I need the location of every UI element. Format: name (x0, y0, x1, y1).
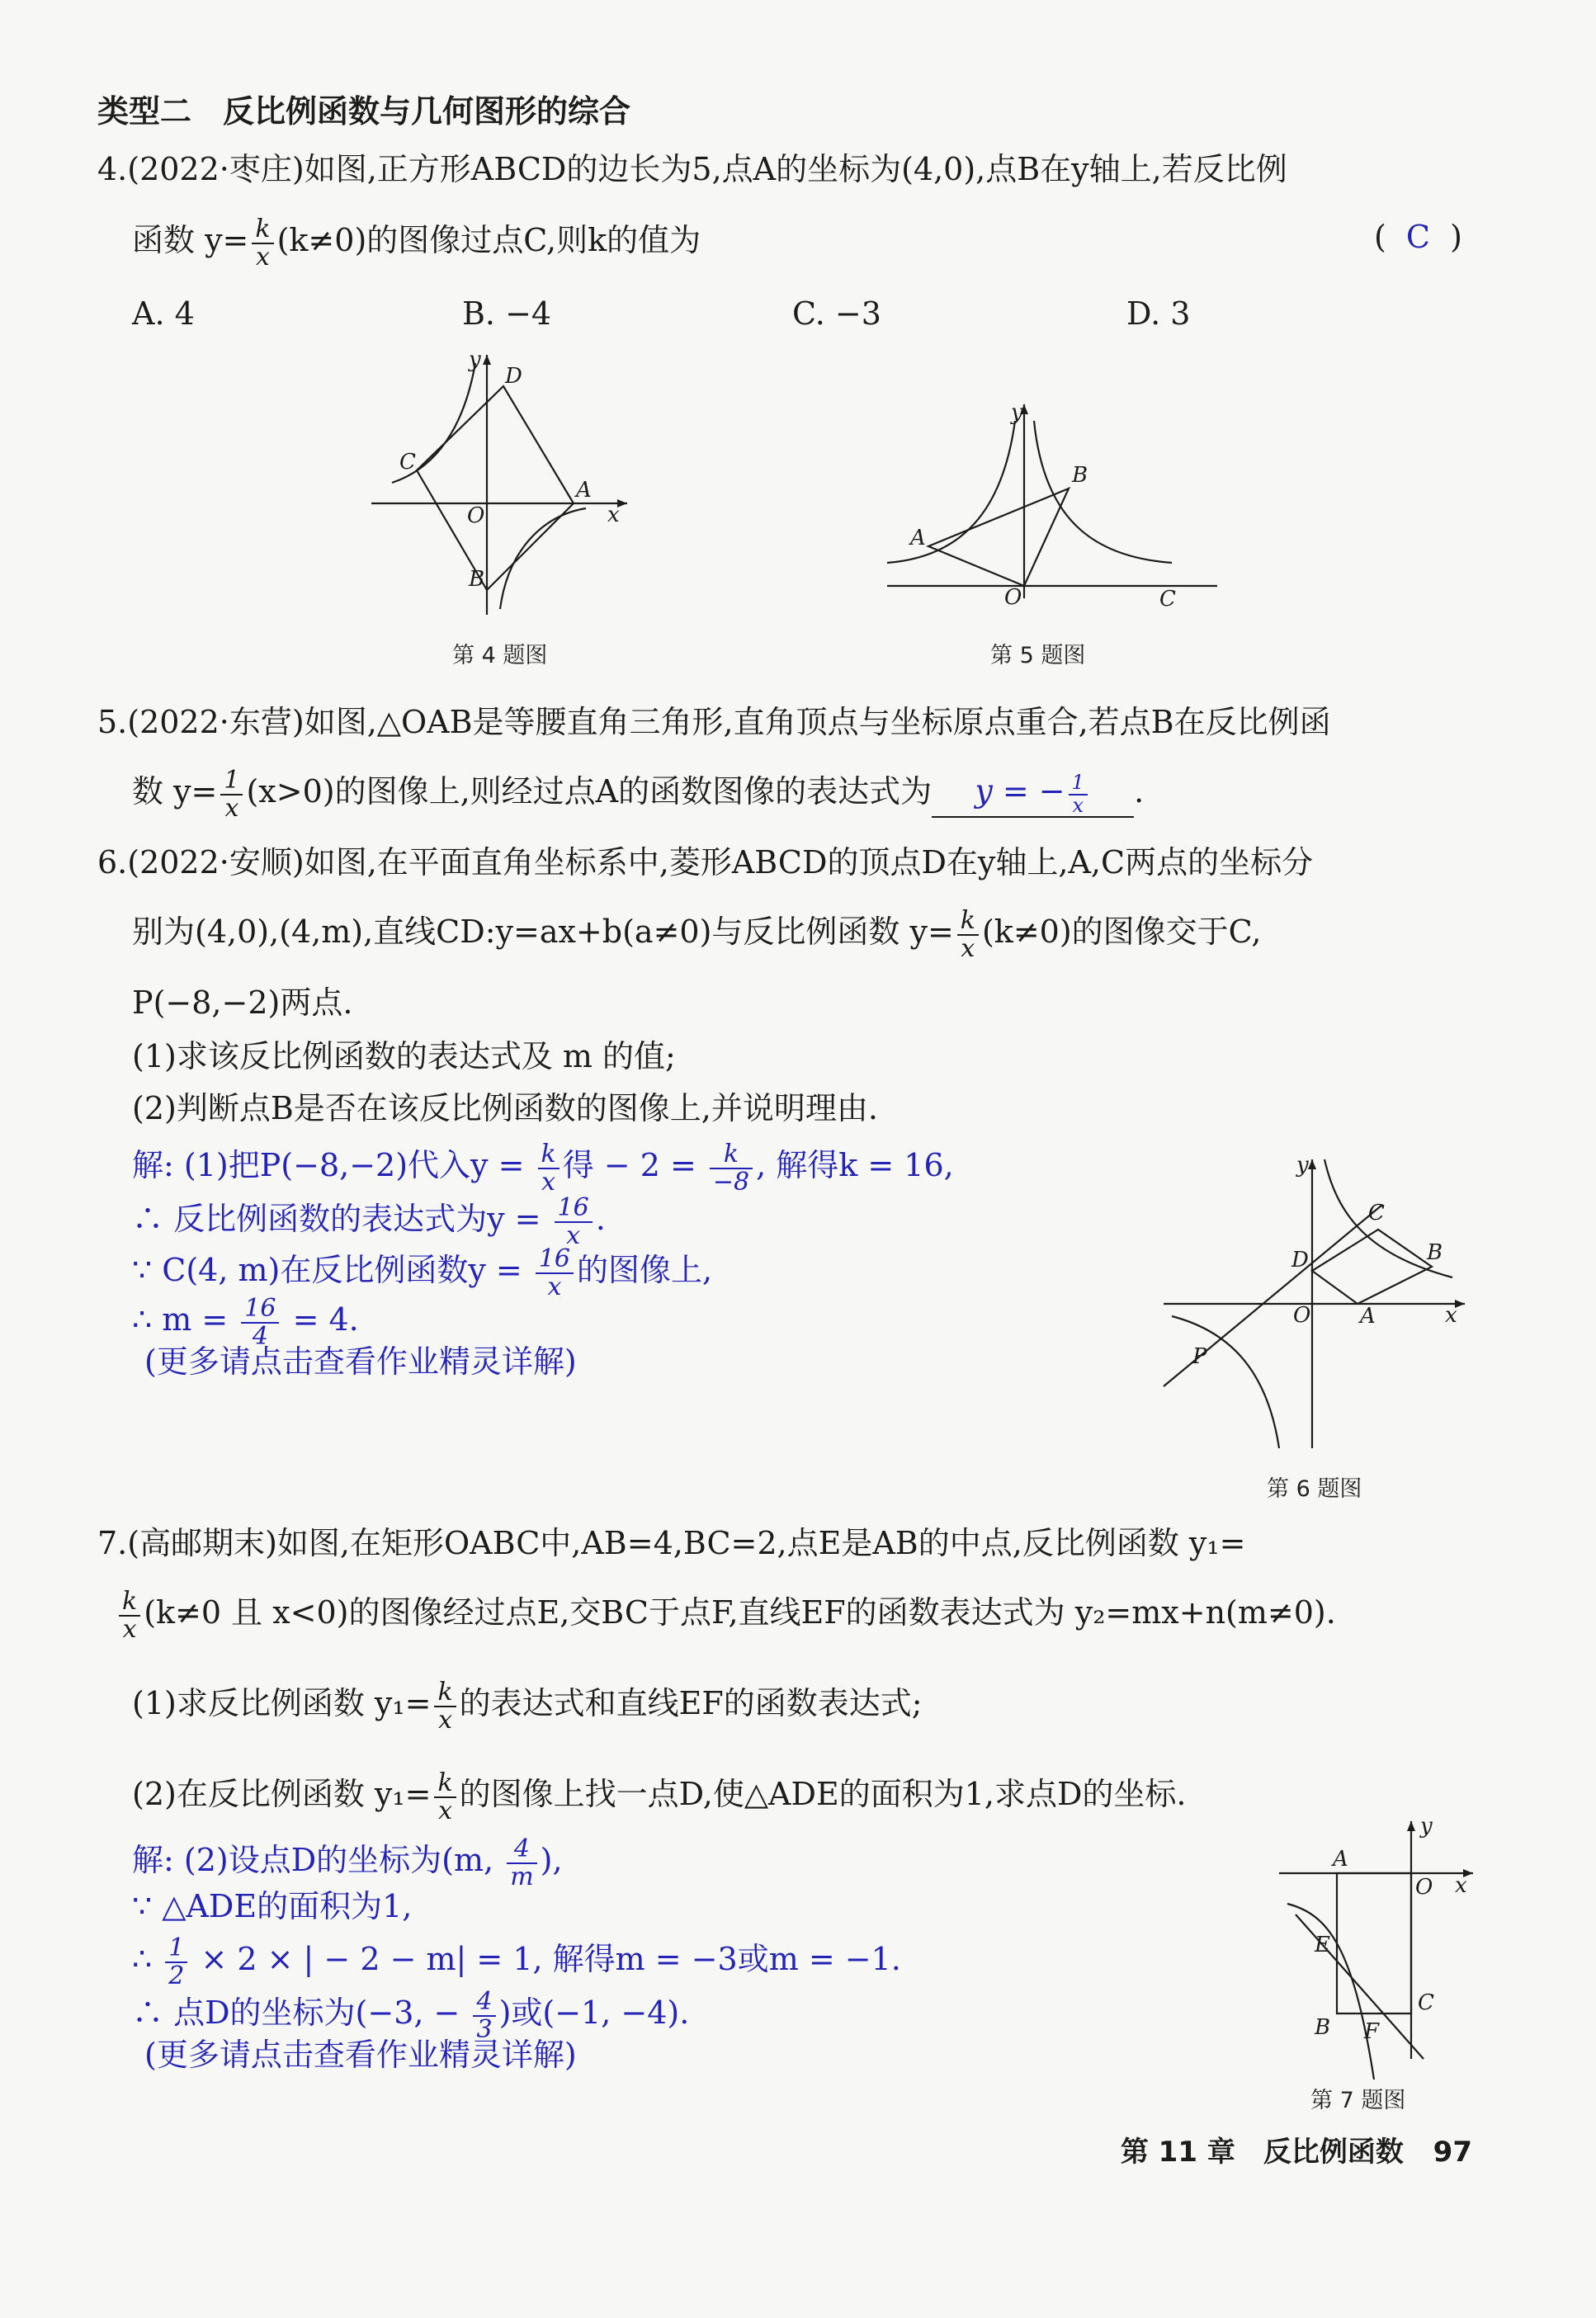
q4-answer-bracket (1374, 216, 1462, 257)
q6-sol1-f1-den: x (541, 1167, 556, 1197)
q7-sol4-num: 4 (473, 1989, 495, 2017)
q6-solution-line1 (132, 1141, 954, 1195)
q7-sol4-a: ∴ 点D的坐标为(−3, − (132, 1995, 470, 2031)
q7-solution-line1 (132, 1836, 563, 1890)
q6-sol3-num: 16 (536, 1246, 574, 1274)
q5-answer-fraction (1069, 772, 1088, 815)
q7-line1: 7.(高邮期末)如图,在矩形OABC中,AB=4,BC=2,点E是AB的中点,反比例函数 y₁= (97, 1525, 1246, 1561)
q5-line2-end: . (1134, 773, 1145, 810)
q6-frac-num: k (957, 908, 979, 936)
footer-chapter: 第 11 章 反比例函数 (1120, 2136, 1404, 2169)
fig6-caption: 第 6 题图 (1267, 1476, 1362, 1502)
fig7-caption: 第 7 题图 (1310, 2088, 1406, 2113)
fig5-label-y: y (1011, 400, 1023, 425)
fig6-label-d: D (1291, 1248, 1309, 1272)
q4-option-b: B. −4 (462, 295, 552, 332)
q6-line2-post: (k≠0)的图像交于C, (981, 914, 1262, 950)
q6-sol2-den: x (566, 1220, 581, 1250)
q7-sol4-den: 3 (476, 2014, 493, 2044)
fig7-label-e: E (1315, 1933, 1330, 1957)
q7-part1-num: k (434, 1679, 456, 1707)
q7-frac-num: k (119, 1589, 140, 1617)
q4-paren-left: ( (1374, 219, 1386, 255)
q6-line2 (132, 908, 1261, 961)
q6-sol2-frac (555, 1195, 593, 1249)
q7-part1-fraction (434, 1679, 456, 1733)
q6-line1: 6.(2022·安顺)如图,在平面直角坐标系中,菱形ABCD的顶点D在y轴上,A,C两点的坐标分 (97, 844, 1314, 880)
q6-sol4-b: = 4. (282, 1301, 359, 1338)
q7-part2-num: k (434, 1770, 456, 1798)
q6-sol4-num: 16 (241, 1296, 279, 1324)
q7-part1-den: x (438, 1705, 452, 1735)
figure-6 (1159, 1147, 1481, 1456)
q7-sol1-b: ), (540, 1842, 563, 1878)
figure-4 (363, 347, 644, 619)
q7-solution-line2: ∵ △ADE的面积为1, (132, 1888, 413, 1924)
q4-frac-num: k (252, 216, 273, 244)
q7-fraction (119, 1589, 140, 1642)
fig5-caption: 第 5 题图 (990, 643, 1086, 668)
q7-sol3-frac (165, 1935, 187, 1989)
fig7-label-f: F (1364, 2019, 1380, 2044)
q7-part1 (132, 1679, 923, 1733)
figure-7 (1250, 1811, 1490, 2084)
fig5-label-c: C (1159, 587, 1176, 611)
q7-sol3-a: ∴ (132, 1941, 163, 1977)
fig7-label-y: y (1420, 1814, 1433, 1839)
q7-more-link[interactable]: (更多请点击查看作业精灵详解) (144, 2037, 577, 2073)
q7-line2-post: (k≠0 且 x<0)的图像经过点E,交BC于点F,直线EF的函数表达式为 y₂=mx+n(m≠0). (144, 1594, 1336, 1631)
fig4-label-d: D (505, 364, 522, 389)
q7-sol3-num: 1 (165, 1935, 187, 1963)
q6-sol3-a: ∵ C(4, m)在反比例函数y = (132, 1252, 532, 1288)
q4-answer: C (1405, 219, 1430, 255)
fig4-hyperbola-lower-right (500, 508, 586, 609)
fig6-label-x: x (1445, 1303, 1457, 1328)
q6-part2: (2)判断点B是否在该反比例函数的图像上,并说明理由. (132, 1090, 878, 1126)
q6-sol2-end: . (595, 1201, 606, 1237)
q6-sol1-frac2 (710, 1141, 753, 1195)
fig4-label-c: C (399, 450, 416, 474)
q4-frac-den: x (256, 242, 270, 271)
q7-sol1-a: 解: (2)设点D的坐标为(m, (132, 1842, 504, 1878)
q7-part2-pre: (2)在反比例函数 y₁= (132, 1776, 432, 1812)
q5-answer-blank (932, 772, 1134, 817)
q6-line3: P(−8,−2)两点. (132, 984, 353, 1021)
q7-frac-den: x (122, 1614, 137, 1644)
fig7-hyperbola (1287, 1904, 1374, 2080)
q5-line1: 5.(2022·东营)如图,△OAB是等腰直角三角形,直角顶点与坐标原点重合,若点B在反比例函 (97, 704, 1331, 740)
fig7-rectangle (1337, 1873, 1411, 2013)
q6-line2-pre: 别为(4,0),(4,m),直线CD:y=ax+b(a≠0)与反比例函数 y= (132, 914, 954, 950)
fig7-label-o: O (1415, 1875, 1433, 1900)
fig5-label-o: O (1004, 585, 1022, 610)
q6-sol1-c: , 解得k = 16, (756, 1147, 954, 1183)
q7-sol4-b: )或(−1, −4). (498, 1995, 690, 2031)
fig5-hyperbola-left (887, 421, 1015, 563)
q4-line1: 4.(2022·枣庄)如图,正方形ABCD的边长为5,点A的坐标为(4,0),点B在y轴上,若反比例 (97, 151, 1287, 187)
fig7-label-c: C (1418, 1990, 1434, 2015)
q5-answer-pre: y = − (975, 773, 1065, 810)
q7-part2-fraction (434, 1770, 456, 1824)
fig4-label-y: y (469, 347, 481, 372)
figure-5 (879, 388, 1225, 619)
q7-sol3-den: 2 (168, 1961, 185, 1990)
fig6-label-p: P (1192, 1344, 1207, 1369)
fig6-label-a: A (1360, 1304, 1376, 1329)
q7-sol1-num: 4 (507, 1836, 536, 1864)
fig4-label-x: x (607, 503, 620, 527)
q7-part2 (132, 1770, 1187, 1824)
fig6-label-o: O (1293, 1303, 1311, 1328)
page-number: 97 (1433, 2136, 1472, 2169)
fig5-hyperbola-right (1034, 421, 1172, 563)
q5-line2-pre: 数 y= (132, 773, 218, 810)
q5-answer-num: 1 (1069, 772, 1088, 795)
fig6-label-b: B (1427, 1240, 1443, 1265)
q5-answer-den: x (1072, 793, 1084, 817)
q5-fraction (220, 767, 243, 821)
fig6-label-y: y (1296, 1153, 1309, 1178)
q6-part1: (1)求该反比例函数的表达式及 m 的值; (132, 1038, 676, 1074)
fig4-square (417, 386, 574, 590)
q4-line2-post: (k≠0)的图像过点C,则k的值为 (276, 222, 701, 258)
q7-part1-post: 的表达式和直线EF的函数表达式; (459, 1685, 923, 1721)
section-title: 类型二 反比例函数与几何图形的综合 (97, 93, 631, 130)
q6-sol2-num: 16 (555, 1195, 593, 1223)
q6-sol1-f2-den: −8 (712, 1167, 750, 1197)
q4-option-a: A. 4 (132, 295, 195, 332)
q6-sol4-den: 4 (252, 1321, 268, 1351)
q4-fraction (252, 216, 273, 270)
q6-sol1-f2-num: k (710, 1141, 753, 1169)
q6-sol1-f1-num: k (538, 1141, 560, 1169)
fig5-label-a: A (910, 526, 926, 550)
q4-paren-right: ) (1450, 219, 1462, 255)
fig7-label-a: A (1333, 1847, 1348, 1872)
q7-sol1-den: m (510, 1862, 534, 1891)
fig6-label-c: C (1368, 1201, 1385, 1225)
fig4-label-b: B (469, 567, 485, 592)
fig5-triangle (928, 489, 1069, 586)
q4-line2 (132, 216, 701, 270)
q7-part1-pre: (1)求反比例函数 y₁= (132, 1685, 432, 1721)
q7-line2 (116, 1589, 1336, 1642)
q6-sol1-b: 得 − 2 = (562, 1147, 706, 1183)
fig4-label-o: O (467, 503, 485, 528)
q6-fraction (957, 908, 979, 961)
q6-sol3-b: 的图像上, (577, 1252, 713, 1288)
q5-line2-post: (x>0)的图像上,则经过点A的函数图像的表达式为 (246, 773, 933, 810)
q6-sol3-den: x (547, 1272, 562, 1301)
q6-solution-line3 (132, 1246, 712, 1300)
q5-line2 (132, 767, 1144, 821)
q7-part2-post: 的图像上找一点D,使△ADE的面积为1,求点D的坐标. (459, 1776, 1187, 1812)
q7-sol3-b: × 2 × | − 2 − m| = 1, 解得m = −3或m = −1. (191, 1941, 901, 1977)
fig5-label-b: B (1072, 463, 1088, 488)
q6-more-link[interactable]: (更多请点击查看作业精灵详解) (144, 1343, 577, 1380)
fig4-label-a: A (576, 478, 592, 503)
q7-part2-den: x (438, 1796, 452, 1825)
q7-sol1-frac (507, 1836, 536, 1890)
q6-frac-den: x (961, 933, 975, 963)
q4-option-c: C. −3 (792, 295, 881, 332)
fig7-label-x: x (1455, 1873, 1467, 1898)
fig4-caption: 第 4 题图 (452, 643, 548, 668)
q6-sol1-a: 解: (1)把P(−8,−2)代入y = (132, 1147, 535, 1183)
q6-sol4-a: ∴ m = (132, 1301, 238, 1338)
q4-option-d: D. 3 (1126, 295, 1191, 332)
q5-frac-den: x (224, 793, 239, 823)
q6-solution-line2 (132, 1195, 606, 1249)
page-footer (1121, 2129, 1472, 2169)
q6-sol1-frac1 (538, 1141, 560, 1195)
q7-solution-line3 (132, 1935, 901, 1989)
q4-line2-pre: 函数 y= (132, 222, 249, 258)
fig7-label-b: B (1315, 2015, 1331, 2040)
q5-frac-num: 1 (220, 767, 243, 795)
q6-sol2-a: ∴ 反比例函数的表达式为y = (132, 1201, 551, 1237)
q6-sol3-frac (536, 1246, 574, 1300)
